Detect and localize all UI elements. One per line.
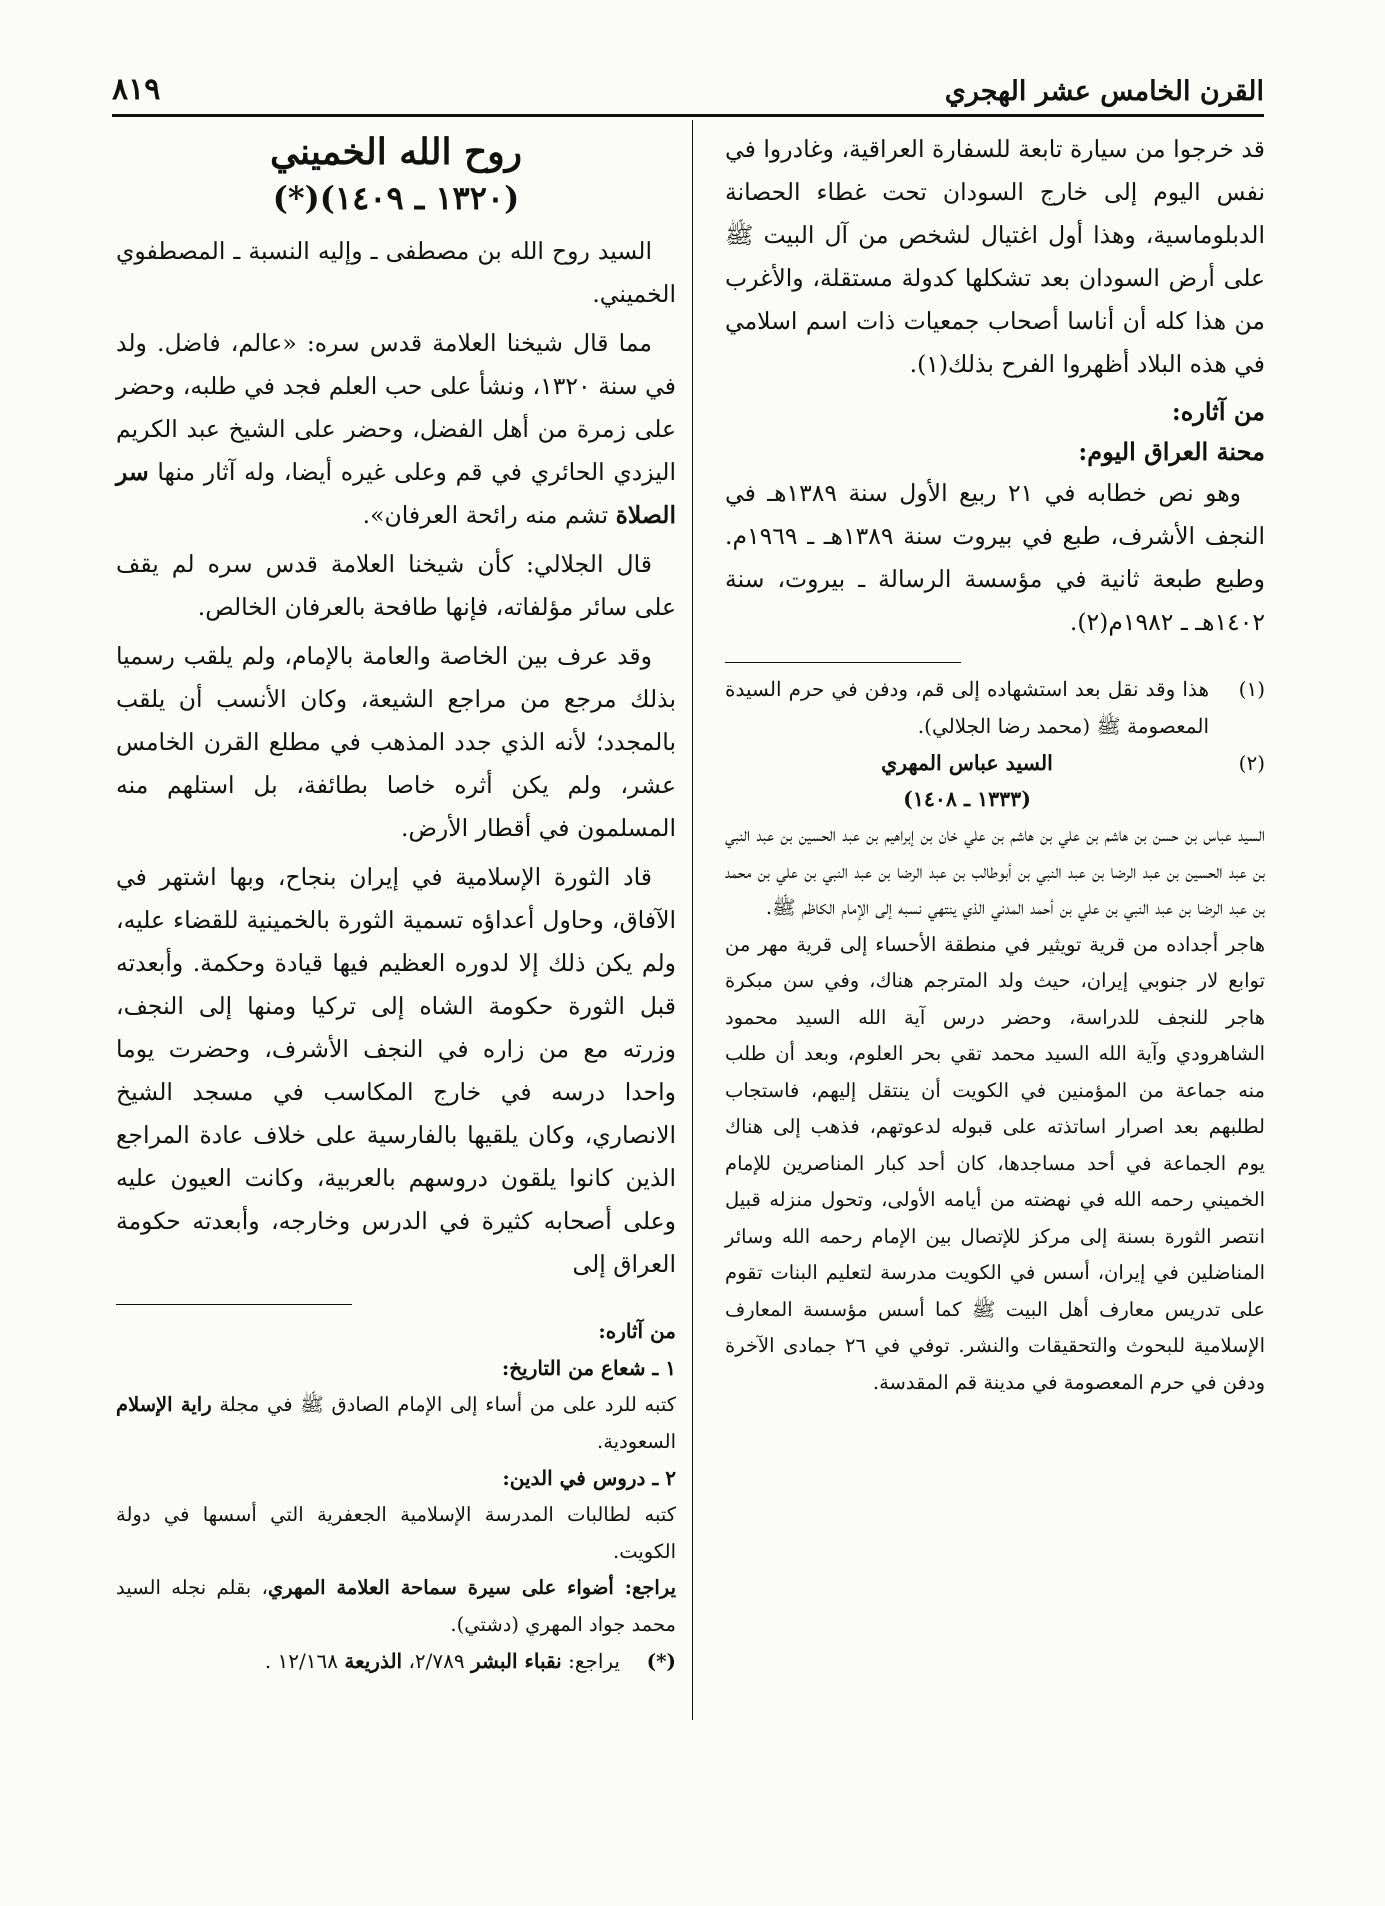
body-paragraph: قال الجلالي: كأن شيخنا العلامة قدس سره لم يقف على سائر مؤلفاته، فإنها طافحة بالعرفان الخالص. — [116, 550, 676, 621]
text-run: تشم منه رائحة العرفان». — [362, 501, 616, 529]
body-paragraph: وقد عرف بين الخاصة والعامة بالإمام، ولم يلقب رسميا بذلك مرجع من مراجع الشيعة، وكان الأنسب أن يلقب بالمجدد؛ لأنه الذي جدد المذهب في مطلع القرن الخامس عشر، ولم يكن أثره خاصا بطائفة، بل استلهم منه المسلمون في أقطار الأرض. — [116, 642, 676, 842]
text-run: يراجع: — [613, 1576, 676, 1599]
body-paragraph: قاد الثورة الإسلامية في إيران بنجاح، وبها اشتهر في الآفاق، وحاول أعداؤه تسمية الثورة بالخمينية للقضاء عليه، ولم يكن ذلك إلا لدوره العظيم فيها قيادة وحكمة. وأبعدته قبل الثورة حكومة الشاه إلى تركيا ومنها إلى النجف، وزرته مع من زاره في النجف الأشرف، وحضرت يوما واحدا درسه في خارج المكاسب في مسجد الشيخ الانصاري، وكان يلقيها بالفارسية على خلاف عادة المراجع الذين كانوا يلقون دروسهم بالعربية، وكانت العيون عليه وعلى أصحابه كثيرة في الدرس وخارجه، وأبعدته حكومة العراق إلى — [116, 863, 676, 1278]
body-paragraph: السيد روح الله بن مصطفى ـ وإليه النسبة ـ المصطفوي الخميني. — [116, 237, 676, 308]
footnote-number: (٢) — [1238, 751, 1265, 775]
footnote-text: هذا وقد نقل بعد استشهاده إلى قم، ودفن في حرم السيدة المعصومة ﷺ (محمد رضا الجلالي). — [725, 677, 1209, 738]
running-title: القرن الخامس عشر الهجري — [944, 76, 1264, 107]
page-number: ٨١٩ — [112, 72, 161, 107]
entry-dates: (١٣٢٠ ـ ١٤٠٩)(*) — [272, 179, 520, 217]
footnote-2-dates: (١٣٣٣ ـ ١٤٠٨) — [903, 787, 1031, 811]
book-title: أضواء على سيرة سماحة العلامة المهري — [267, 1576, 614, 1599]
footnote-work-title: ٢ ـ دروس في الدين: — [502, 1466, 676, 1490]
footnote-2-biography: هاجر أجداده من قرية تويثير في منطقة الأحساء إلى قرية مهر من توابع لار جنوبي إيران، حيث ولد المترجم هناك، وفي سن مبكرة هاجر للنجف للدراسة، وحضر درس آية الله السيد محمود الشاهرودي وآية الله السيد محمد تقي بحر العلوم، وبعد أن طلب منه جماعة من المؤمنين في الكويت أن ينتقل إليهم، فاستجاب لطلبهم بعد اصرار اساتذته على قبوله لدعوتهم، فذهب إلى هناك يوم الجماعة في أحد مساجدها، كان أحد كبار المناصرين للإمام الخميني رحمه الله في نهضته من أيامه الأولى، وتحول منزله قبيل انتصر الثورة بسنة إلى مركز للإتصال بين الإمام رحمه الله وسائر المناضلين في إيران، أسس في الكويت مدرسة لتعليم البنات تقوم على تدريس معارف أهل البيت ﷺ كما أسس مؤسسة المعارف الإسلامية للبحوث والتحقيقات والنشر. توفي في ٢٦ جمادى الآخرة ودفن في حرم المعصومة في مدينة قم المقدسة. — [725, 932, 1265, 1394]
text-run: يراجع: — [561, 1649, 620, 1673]
text-run: السعودية. — [597, 1429, 676, 1453]
footnote-1 — [725, 671, 1265, 745]
right-column — [725, 128, 1265, 1401]
header-rule — [112, 114, 1264, 117]
footnote-work-title: ١ ـ شعاع من التاريخ: — [501, 1356, 676, 1380]
footnote-2 — [725, 745, 1265, 817]
footnote-reference — [116, 1570, 676, 1643]
entry-title-block — [116, 128, 676, 220]
footnote-star — [116, 1643, 676, 1680]
work-title: محنة العراق اليوم: — [1078, 437, 1265, 466]
text-run: ٢/٧٨٩، — [402, 1649, 471, 1673]
book-title: سر الصلاة — [116, 458, 676, 529]
footnote-works-heading: من آثاره: — [598, 1319, 676, 1343]
footnote-work-text: كتبه لطالبات المدرسة الإسلامية الجعفرية التي أسسها في دولة الكويت. — [116, 1503, 676, 1563]
footnote-2-lineage: السيد عباس بن حسن بن هاشم بن علي بن هاشم بن علي خان بن إبراهيم بن عبد الحسين بن عبد النبي بن عبد الحسين بن عبد الرضا بن عبد النبي بن أبوطالب بن عبد الرضا بن عبد النبي بن علي بن محمد بن عبد الرضا بن عبد النبي بن علي بن أحمد المدني الذي ينتهي نسبه إلى الإمام الكاظم ﷺ. — [725, 823, 1265, 919]
body-paragraph: قد خرجوا من سيارة تابعة للسفارة العراقية، وغادروا في نفس اليوم إلى خارج السودان تحت غطاء الحصانة الدبلوماسية، وهذا أول اغتيال لشخص من آل البيت ﷺ على أرض السودان بعد تشكلها كدولة مستقلة، والأغرب من هذا كله أن أناسا أصحاب جمعيات ذات اسم اسلامي في هذه البلاد أظهروا الفرح بذلك(١). — [725, 135, 1265, 378]
footnote-2-title: السيد عباس المهري — [881, 751, 1053, 775]
footnote-work-text — [116, 1387, 676, 1460]
footnote-rule — [116, 1304, 352, 1305]
work-description: وهو نص خطابه في ٢١ ربيع الأول سنة ١٣٨٩هـ في النجف الأشرف، طبع في بيروت سنة ١٣٨٩هـ ـ ١٩٦٩م. وطبع طبعة ثانية في مؤسسة الرسالة ـ بيروت، سنة ١٤٠٢هـ ـ ١٩٨٢م(٢). — [725, 479, 1266, 636]
footnote-number: (١) — [1238, 677, 1265, 701]
column-divider — [692, 120, 693, 1720]
text-run: مما قال شيخنا العلامة قدس سره: «عالم، فاضل. ولد في سنة ١٣٢٠، ونشأ على حب العلم فجد في طلبه، وحضر على زمرة من أهل الفضل، وحضر على الشيخ عبد الكريم اليزدي الحائري في قم وعلى غيره أيضا، وله آثار منها — [116, 329, 676, 486]
book-title: الذريعة — [344, 1649, 403, 1673]
footnote-number: (*) — [646, 1649, 676, 1673]
page-header — [112, 72, 1264, 114]
entry-title: روح الله الخميني — [269, 131, 523, 173]
body-paragraph — [116, 322, 676, 537]
text-run: ، بقلم نجله السيد محمد جواد المهري (دشتي). — [116, 1576, 676, 1636]
book-title: نقباء البشر — [470, 1649, 562, 1673]
text-run: ١٢/١٦٨ . — [264, 1649, 345, 1673]
journal-title: راية الإسلام — [116, 1393, 212, 1416]
works-heading: من آثاره: — [1171, 397, 1265, 426]
footnote-rule — [725, 662, 961, 663]
text-run: كتبه للرد على من أساء إلى الإمام الصادق ﷺ في مجلة — [211, 1393, 676, 1416]
left-column — [116, 128, 676, 1680]
